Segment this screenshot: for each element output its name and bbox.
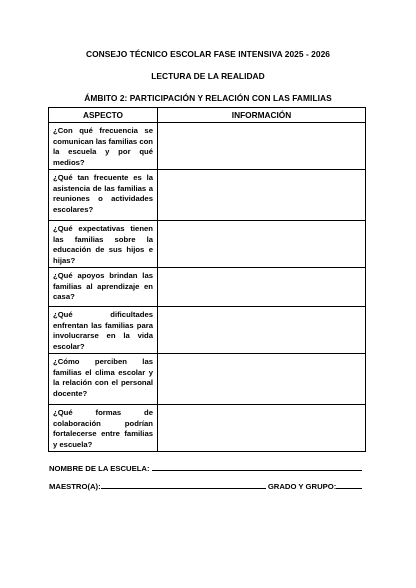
answer-cell[interactable] <box>158 405 366 452</box>
document-subtitle: LECTURA DE LA REALIDAD <box>151 71 265 81</box>
answer-cell[interactable] <box>158 221 366 268</box>
document-title: CONSEJO TÉCNICO ESCOLAR FASE INTENSIVA 2025 - 2026 <box>85 49 331 59</box>
question-cell: ¿Qué dificultades enfrentan las familias para involucrarse en la vida escolar? <box>49 307 158 354</box>
teacher-label: MAESTRO(A): <box>49 482 101 491</box>
answer-cell[interactable] <box>158 123 366 170</box>
grade-label: GRADO Y GRUPO: <box>267 482 337 491</box>
question-cell: ¿Qué formas de colaboración podrían fortalecerse entre familias y escuela? <box>49 405 158 452</box>
table-header-row <box>49 108 366 123</box>
answer-cell[interactable] <box>158 268 366 307</box>
table-row <box>49 405 366 452</box>
school-name-label: NOMBRE DE LA ESCUELA: <box>49 464 150 473</box>
grade-field[interactable] <box>336 480 362 489</box>
question-cell: ¿Qué tan frecuente es la asistencia de las familias a reuniones o actividades escolares? <box>49 170 158 221</box>
table-row <box>49 123 366 170</box>
question-cell: ¿Con qué frecuencia se comunican las familias con la escuela y por qué medios? <box>49 123 158 170</box>
answer-cell[interactable] <box>158 307 366 354</box>
table-row <box>49 268 366 307</box>
table-row <box>49 221 366 268</box>
question-cell: ¿Qué apoyos brindan las familias al aprendizaje en casa? <box>49 268 158 307</box>
column-header-aspecto: ASPECTO <box>49 108 158 123</box>
table-row <box>49 170 366 221</box>
teacher-grade-line <box>49 480 362 491</box>
table-row <box>49 307 366 354</box>
question-cell: ¿Qué expectativas tienen las familias sobre la educación de sus hijos e hijas? <box>49 221 158 268</box>
teacher-field[interactable] <box>101 480 266 489</box>
section-heading: ÁMBITO 2: PARTICIPACIÓN Y RELACIÓN CON LAS FAMILIAS <box>84 93 332 103</box>
school-name-field[interactable] <box>152 462 362 471</box>
column-header-informacion: INFORMACIÓN <box>158 108 366 123</box>
question-cell: ¿Cómo perciben las familias el clima escolar y la relación con el personal docente? <box>49 354 158 405</box>
answer-cell[interactable] <box>158 170 366 221</box>
answer-cell[interactable] <box>158 354 366 405</box>
school-name-line <box>49 462 362 473</box>
table-row <box>49 354 366 405</box>
aspects-table <box>48 107 366 452</box>
